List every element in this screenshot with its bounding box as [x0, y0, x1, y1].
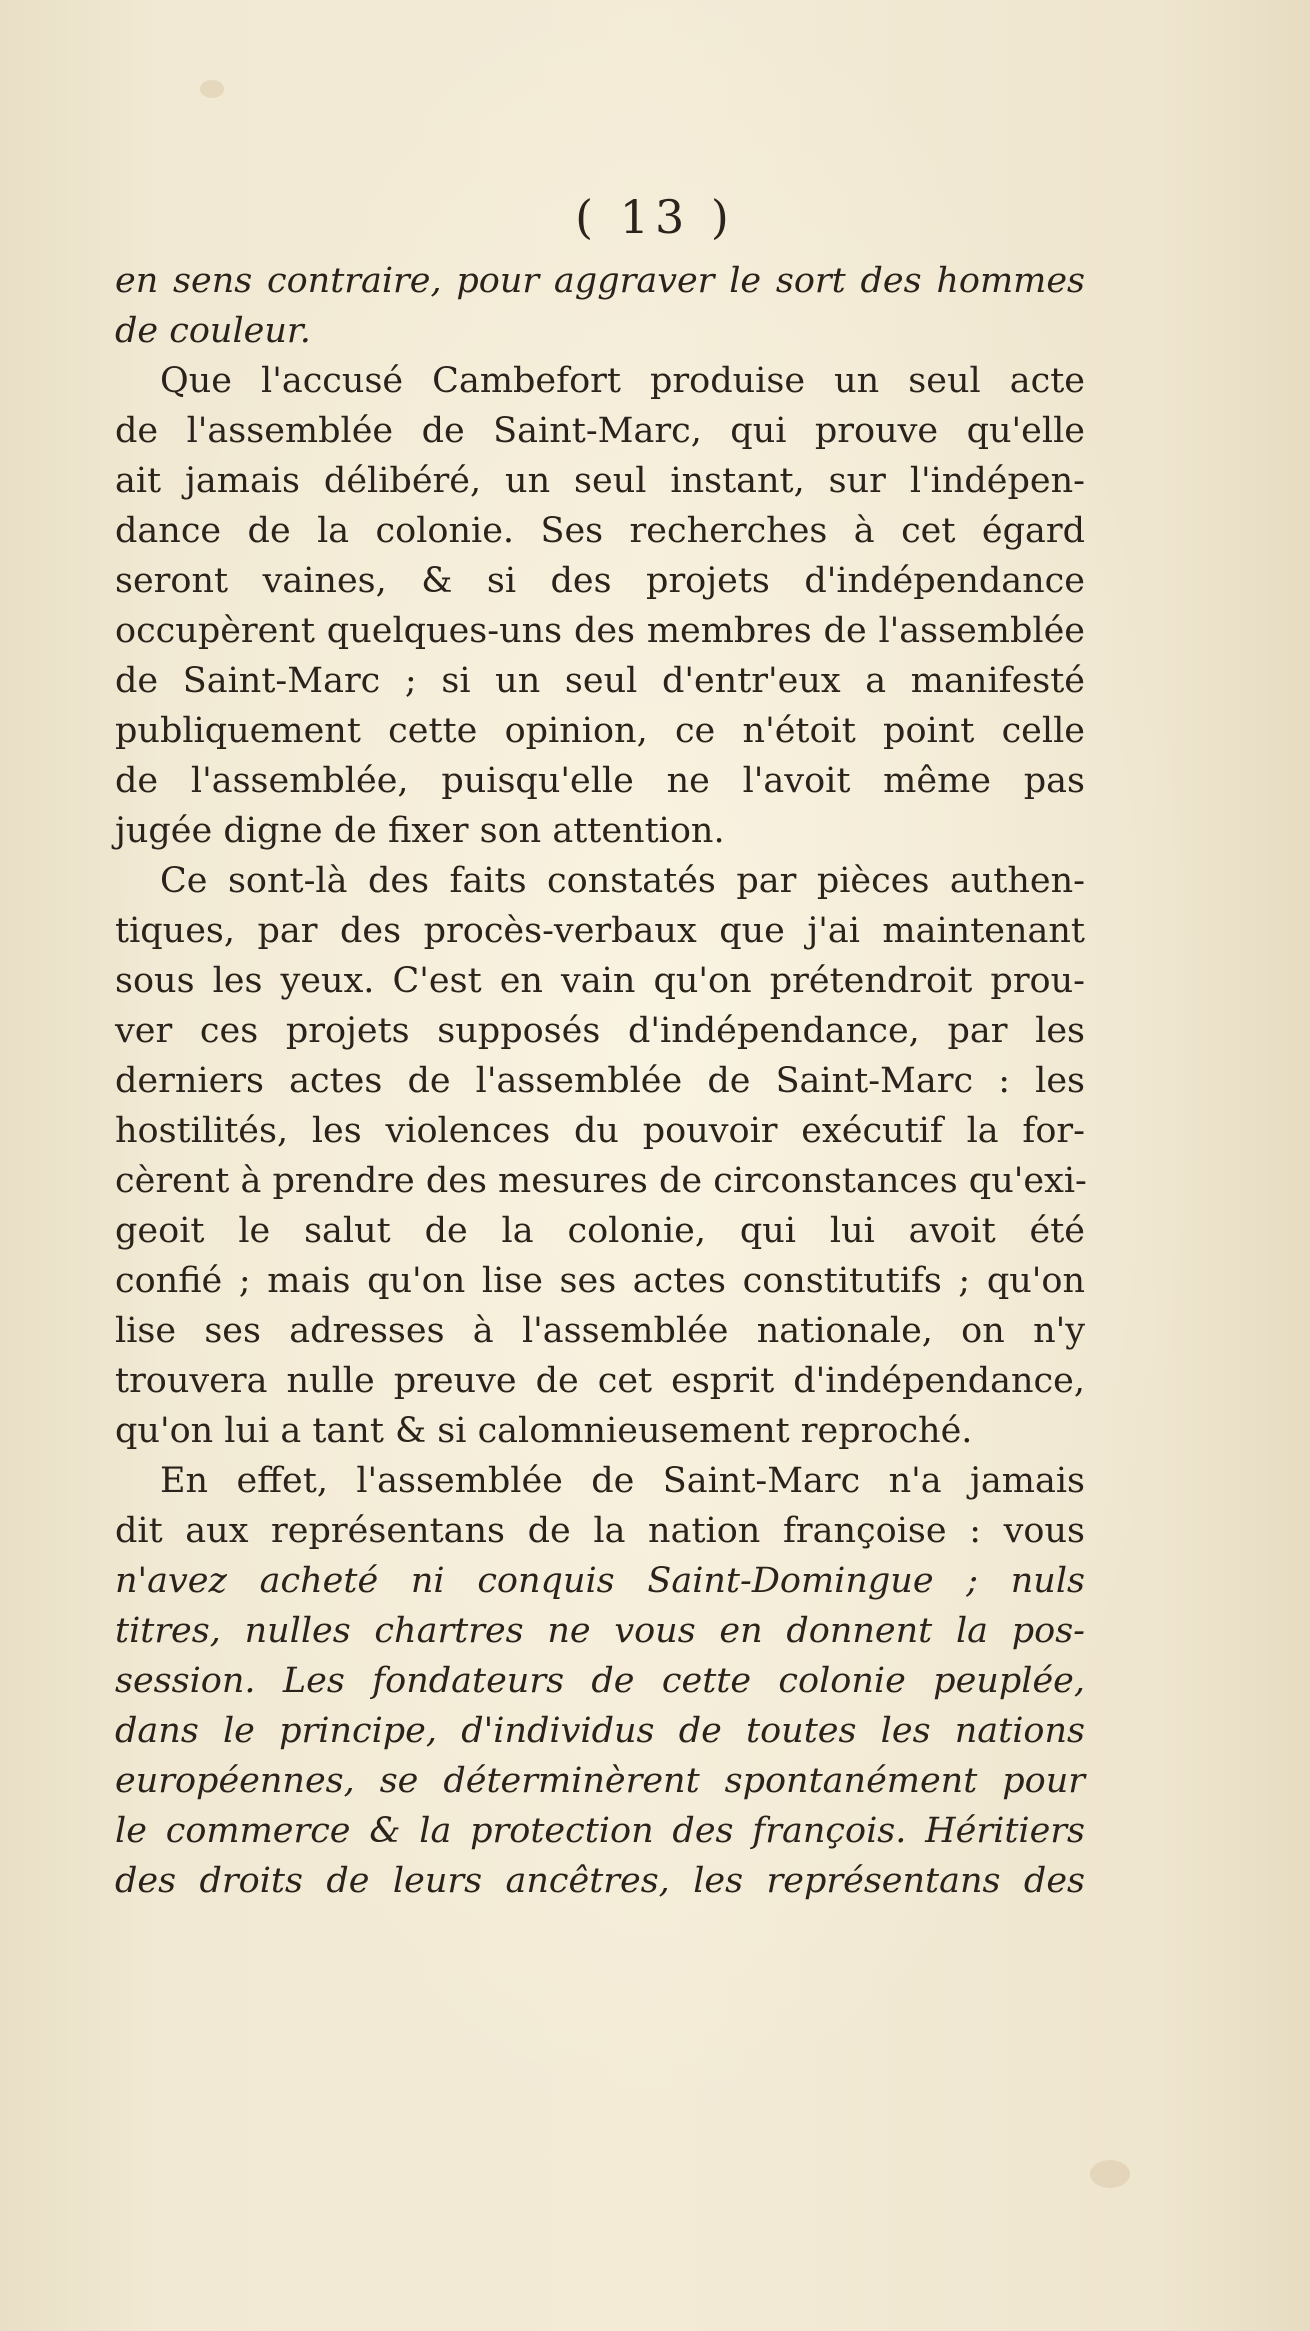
text-line: le commerce & la protection des françois. Héritiers — [115, 1811, 1085, 1851]
text-line: Que l'accusé Cambefort produise un seul acte — [160, 361, 1085, 401]
text-line: tiques, par des procès-verbaux que j'ai maintenant — [115, 911, 1085, 951]
text-line: occupèrent quelques-uns des membres de l'assemblée — [115, 611, 1085, 651]
text-line: de l'assemblée de Saint-Marc, qui prouve qu'elle — [115, 411, 1085, 451]
text-line: en sens contraire, pour aggraver le sort des hommes — [115, 261, 1085, 301]
text-line: cèrent à prendre des mesures de circonstances qu'exi- — [115, 1161, 1087, 1201]
text-line: qu'on lui a tant & si calomnieusement reproché. — [115, 1411, 973, 1451]
text-line: de couleur. — [115, 311, 311, 351]
text-line: ait jamais délibéré, un seul instant, sur l'indépen- — [115, 461, 1085, 501]
text-line: de Saint-Marc ; si un seul d'entr'eux a manifesté — [115, 661, 1085, 701]
page-number: ( 13 ) — [575, 190, 735, 244]
text-line: trouvera nulle preuve de cet esprit d'indépendance, — [115, 1361, 1085, 1401]
text-line: publiquement cette opinion, ce n'étoit point celle — [115, 711, 1085, 751]
text-line: ver ces projets supposés d'indépendance, par les — [115, 1011, 1085, 1051]
paper-stain — [200, 80, 224, 98]
text-line: Ce sont-là des faits constatés par pièces authen- — [160, 861, 1085, 901]
text-line: de l'assemblée, puisqu'elle ne l'avoit même pas — [115, 761, 1085, 801]
text-line: titres, nulles chartres ne vous en donnent la pos- — [115, 1611, 1085, 1651]
text-line: sous les yeux. C'est en vain qu'on prétendroit prou- — [115, 961, 1085, 1001]
text-line: En effet, l'assemblée de Saint-Marc n'a jamais — [160, 1461, 1085, 1501]
text-line: dance de la colonie. Ses recherches à cet égard — [115, 511, 1085, 551]
text-line: geoit le salut de la colonie, qui lui avoit été — [115, 1211, 1085, 1251]
text-line: n'avez acheté ni conquis Saint-Domingue ; nuls — [115, 1561, 1085, 1601]
text-line: des droits de leurs ancêtres, les représentans des — [115, 1861, 1085, 1901]
body-text — [115, 256, 1085, 1906]
text-line: lise ses adresses à l'assemblée nationale, on n'y — [115, 1311, 1085, 1351]
text-line: européennes, se déterminèrent spontanément pour — [115, 1761, 1085, 1801]
text-line: seront vaines, & si des projets d'indépendance — [115, 561, 1085, 601]
text-line: hostilités, les violences du pouvoir exécutif la for- — [115, 1111, 1085, 1151]
text-line: dans le principe, d'individus de toutes les nations — [115, 1711, 1085, 1751]
text-line: derniers actes de l'assemblée de Saint-Marc : les — [115, 1061, 1085, 1101]
text-line: confié ; mais qu'on lise ses actes constitutifs ; qu'on — [115, 1261, 1085, 1301]
text-line: session. Les fondateurs de cette colonie peuplée, — [115, 1661, 1085, 1701]
text-line: dit aux représentans de la nation françoise : vous — [115, 1511, 1085, 1551]
text-line: jugée digne de fixer son attention. — [115, 811, 725, 851]
paper-stain — [1090, 2160, 1130, 2188]
